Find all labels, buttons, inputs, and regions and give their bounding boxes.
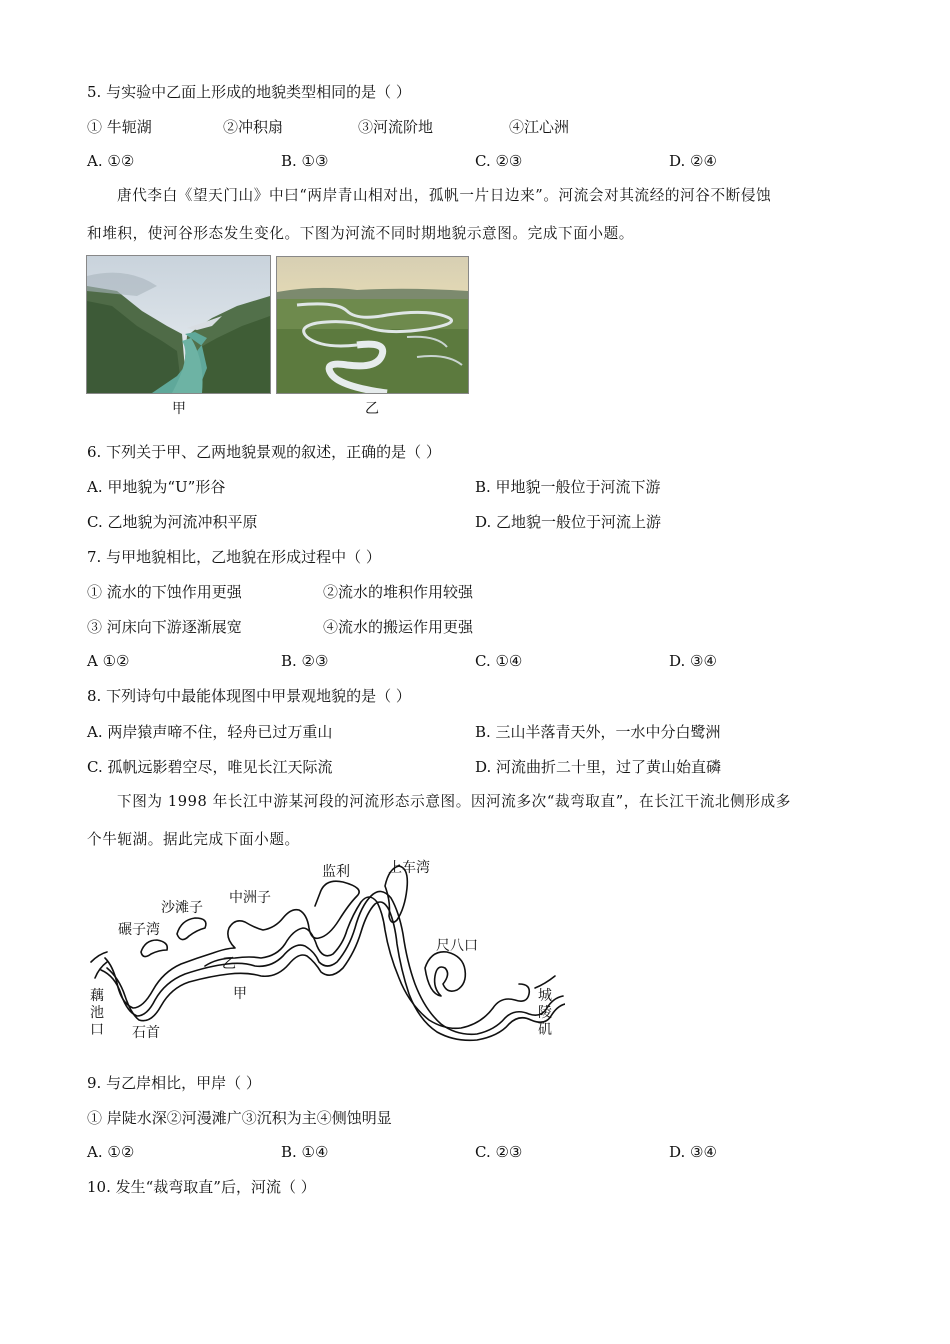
photo-caption-yi: 乙 [365,401,379,417]
q9-option-b: B. ①④ [281,1143,329,1161]
q5-option-d: D. ②④ [669,152,717,170]
photo-jia-gorge [86,255,271,394]
map-label-shishou: 石首 [132,1025,160,1041]
q10-stem: 10. 发生“裁弯取直”后，河流（ ） [87,1178,316,1196]
q5-item-4: ④江心洲 [509,118,570,136]
q8-option-d: D. 河流曲折二十里，过了黄山始直磷 [475,758,722,776]
q7-stem: 7. 与甲地貌相比，乙地貌在形成过程中（ ） [87,548,381,566]
q5-option-b: B. ①③ [281,152,329,170]
map-label-chenglingji: 城陵矶 [538,988,552,1038]
q6-option-d: D. 乙地貌一般位于河流上游 [475,513,662,531]
passage2-line1: 下图为 1998 年长江中游某河段的河流形态示意图。因河流多次“裁弯取直”，在长江干流北侧形成多 [117,793,791,810]
q7-item-2: ②流水的堆积作用较强 [323,583,474,601]
q7-option-c: C. ①④ [475,652,523,670]
river-map [85,858,565,1048]
q7-option-d: D. ③④ [669,652,717,670]
q7-item-3: ③ 河床向下游逐渐展宽 [87,618,242,636]
q7-item-4: ④流水的搬运作用更强 [323,618,474,636]
passage1-line1: 唐代李白《望天门山》中曰“两岸青山相对出，孤帆一片日边来”。河流会对其流经的河谷不断侵蚀 [117,187,772,204]
map-label-shatanzi: 沙滩子 [161,900,203,916]
q8-option-a: A. 两岸猿声啼不住，轻舟已过万重山 [87,723,333,741]
photo-caption-jia: 甲 [172,401,186,417]
map-label-jia-bank: 甲 [233,986,247,1002]
q6-option-a: A. 甲地貌为“U”形谷 [87,478,226,496]
q5-item-3: ③河流阶地 [358,118,434,136]
q5-option-c: C. ②③ [475,152,523,170]
map-label-zhongzhouzi: 中洲子 [229,890,271,906]
q8-stem: 8. 下列诗句中最能体现图中甲景观地貌的是（ ） [87,687,411,705]
q7-option-b: B. ②③ [281,652,329,670]
q8-option-b: B. 三山半落青天外，一水中分白鹭洲 [475,723,721,741]
map-label-chibakou: 尺八口 [436,938,478,954]
passage1-line2: 和堆积，使河谷形态发生变化。下图为河流不同时期地貌示意图。完成下面小题。 [87,225,634,242]
photo-yi-meander [276,256,469,394]
oxbow-lake-chibakou [425,952,465,996]
q5-option-a: A. ①② [87,152,135,170]
q9-option-c: C. ②③ [475,1143,523,1161]
q6-option-b: B. 甲地貌一般位于河流下游 [475,478,661,496]
q8-option-c: C. 孤帆远影碧空尽，唯见长江天际流 [87,758,333,776]
q6-stem: 6. 下列关于甲、乙两地貌景观的叙述，正确的是（ ） [87,443,441,461]
passage2-line2: 个牛轭湖。据此完成下面小题。 [87,831,300,848]
oxbow-lake-shatanzi [177,918,206,940]
q9-option-d: D. ③④ [669,1143,717,1161]
q7-item-1: ① 流水的下蚀作用更强 [87,583,242,601]
q9-items: ① 岸陡水深②河漫滩广③沉积为主④侧蚀明显 [87,1109,392,1127]
map-label-shangchewan: 上车湾 [388,860,430,876]
q5-item-2: ②冲积扇 [223,118,284,136]
map-label-yi-bank: 乙 [222,956,236,972]
q7-option-a: A ①② [87,652,130,670]
q5-item-1: ① 牛轭湖 [87,118,152,136]
q5-stem: 5. 与实验中乙面上形成的地貌类型相同的是（ ） [87,83,411,101]
map-label-ouchikou: 藕池口 [90,988,104,1038]
oxbow-lake-nianziwan [141,940,167,957]
q9-stem: 9. 与乙岸相比，甲岸（ ） [87,1074,261,1092]
map-label-jianli: 监利 [322,864,350,880]
q9-option-a: A. ①② [87,1143,135,1161]
map-label-nianziwan: 碾子湾 [118,922,160,938]
q6-option-c: C. 乙地貌为河流冲积平原 [87,513,258,531]
river-channel-lower [107,902,565,1040]
